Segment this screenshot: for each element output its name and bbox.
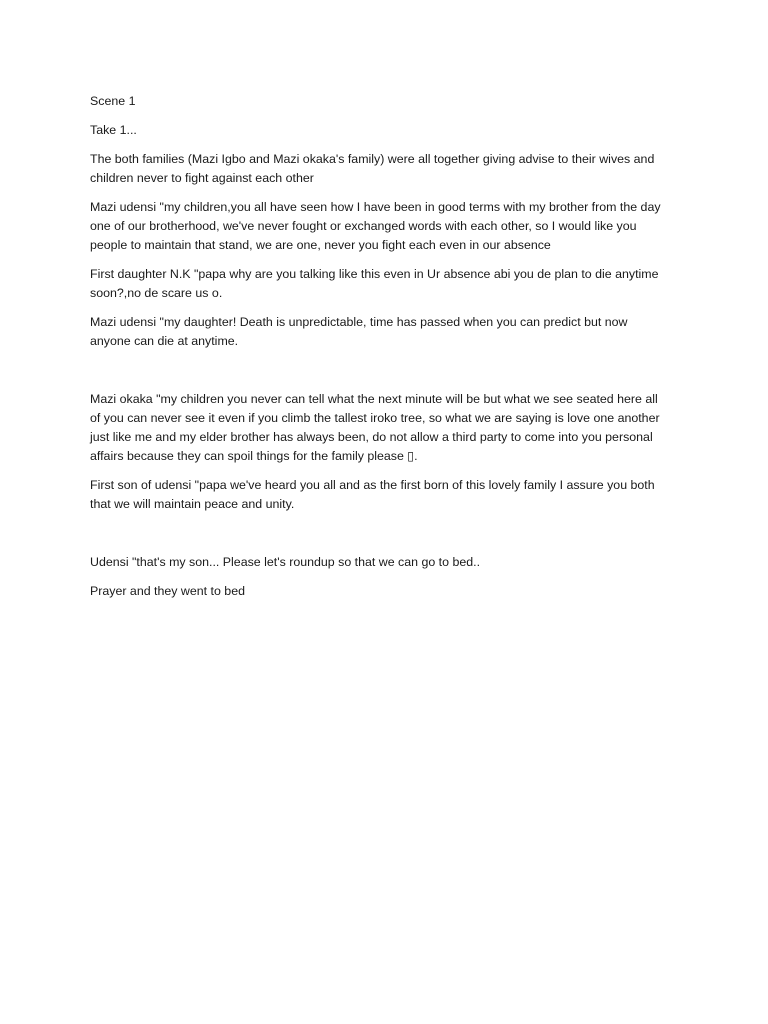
paragraph-mazi-udensi-2: Mazi udensi "my daughter! Death is unpredictable, time has passed when you can predict but now anyone can die at anytime. xyxy=(90,315,628,348)
paragraph-first-daughter: First daughter N.K "papa why are you talking like this even in Ur absence abi you de plan to die anytime soon?,no de scare us o. xyxy=(90,267,659,300)
scene-heading: Scene 1 xyxy=(90,94,136,108)
paragraph-mazi-okaka: Mazi okaka "my children you never can tell what the next minute will be but what we see seated here all of you can never see it even if you climb the tallest iroko tree, so what we are saying is love one another just like me and my elder brother has always been, do not allow a third party to come into you personal affairs because they can spoil things for the family please ▯. xyxy=(90,392,660,463)
paragraph-prayer: Prayer and they went to bed xyxy=(90,584,245,598)
blank-line xyxy=(90,361,680,380)
document-body xyxy=(90,92,680,611)
take-heading: Take 1... xyxy=(90,123,137,137)
paragraph-udensi: Udensi "that's my son... Please let's roundup so that we can go to bed.. xyxy=(90,555,481,569)
paragraph-intro: The both families (Mazi Igbo and Mazi okaka's family) were all together giving advise to their wives and children never to fight against each other xyxy=(90,152,655,185)
paragraph-first-son: First son of udensi "papa we've heard you all and as the first born of this lovely family I assure you both that we will maintain peace and unity. xyxy=(90,478,655,511)
blank-line xyxy=(90,524,680,543)
paragraph-mazi-udensi-1: Mazi udensi "my children,you all have seen how I have been in good terms with my brother from the day one of our brotherhood, we've never fought or exchanged words with each other, so I would like you people to maintain that stand, we are one, never you fight each even in our absence xyxy=(90,200,661,252)
